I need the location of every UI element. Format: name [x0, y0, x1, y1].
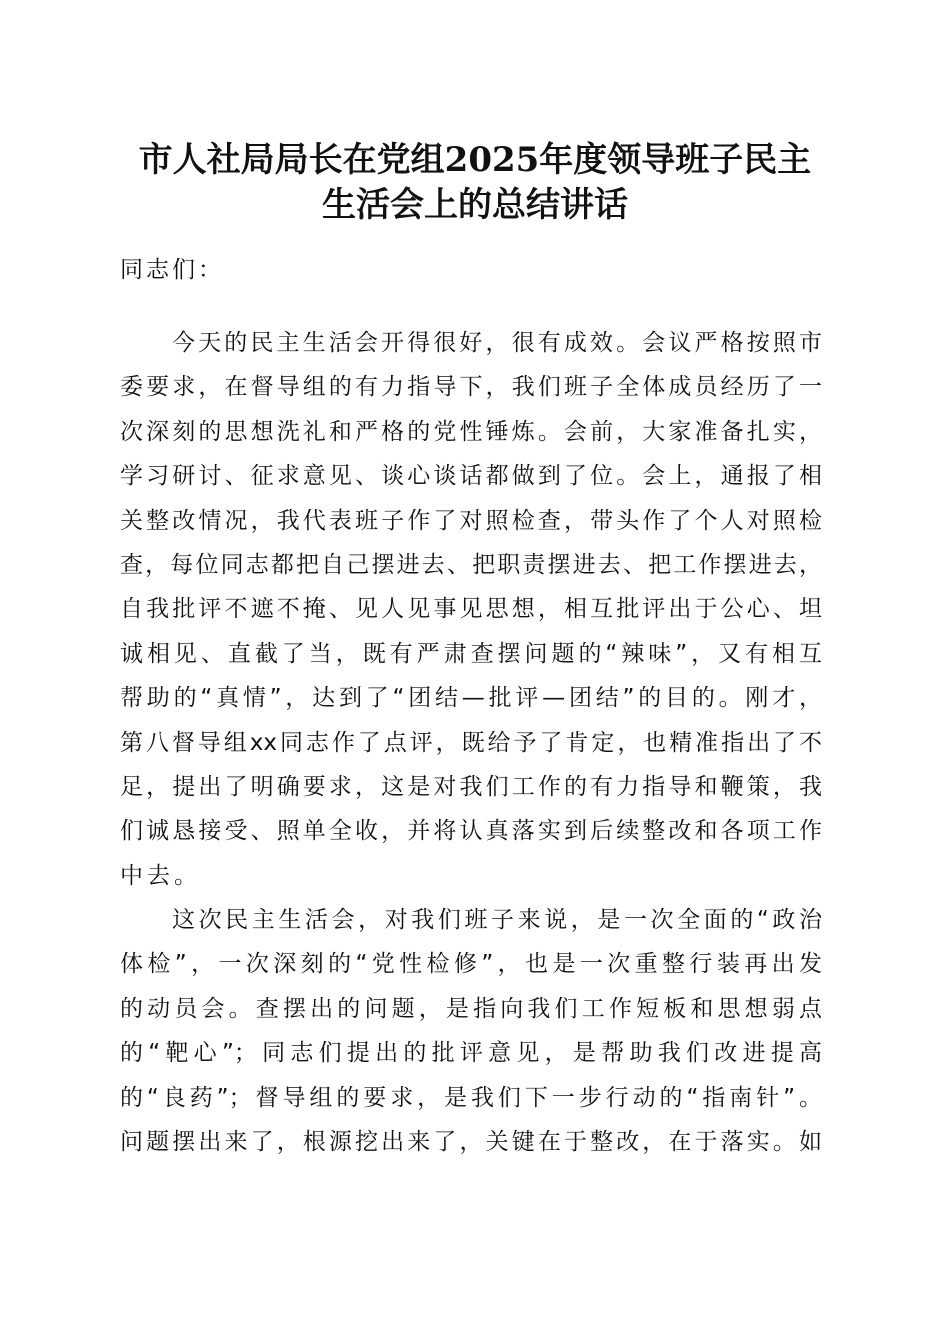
paragraph-line: 们诚恳接受、照单全收，并将认真落实到后续整改和各项工作: [120, 818, 822, 845]
paragraph-line: 诚相见、直截了当，既有严肃查摆问题的“辣味”，又有相互: [120, 640, 822, 667]
paragraph: [120, 898, 822, 1164]
paragraph: [120, 321, 822, 898]
paragraph-line: 次深刻的思想洗礼和严格的党性锤炼。会前，大家准备扎实，: [120, 418, 822, 445]
paragraph-line: 的动员会。查摆出的问题，是指向我们工作短板和思想弱点: [120, 995, 822, 1022]
paragraph-line: 问题摆出来了，根源挖出来了，关键在于整改，在于落实。如: [120, 1129, 822, 1156]
paragraph-line: 的“靶心”；同志们提出的批评意见，是帮助我们改进提高: [120, 1040, 822, 1067]
paragraph-line: 关整改情况，我代表班子作了对照检查，带头作了个人对照检: [120, 507, 822, 534]
paragraph-line: 查，每位同志都把自己摆进去、把职责摆进去、把工作摆进去，: [120, 551, 822, 578]
title-line: 生活会上的总结讲话: [322, 185, 628, 225]
title-line: 市人社局局长在党组2025年度领导班子民主: [138, 140, 812, 180]
paragraph-line: 这次民主生活会，对我们班子来说，是一次全面的“政治: [172, 907, 822, 934]
paragraph-line: 中去。: [120, 862, 201, 889]
paragraph-line: 学习研讨、征求意见、谈心谈话都做到了位。会上，通报了相: [120, 463, 822, 490]
paragraph-line: 足，提出了明确要求，这是对我们工作的有力指导和鞭策，我: [120, 773, 822, 800]
salutation: 同志们：: [120, 257, 224, 283]
paragraph-line: 的“良药”；督导组的要求，是我们下一步行动的“指南针”。: [120, 1084, 822, 1111]
paragraph-line: 今天的民主生活会开得很好，很有成效。会议严格按照市: [172, 330, 822, 356]
paragraph-line: 自我批评不遮不掩、见人见事见思想，相互批评出于公心、坦: [120, 596, 822, 623]
document-body: [120, 321, 822, 1164]
document-title: [0, 138, 950, 228]
paragraph-line: 体检”，一次深刻的“党性检修”，也是一次重整行装再出发: [120, 951, 822, 978]
paragraph-line: 第八督导组xx同志作了点评，既给予了肯定，也精准指出了不: [120, 729, 822, 756]
paragraph-line: 帮助的“真情”，达到了“团结—批评—团结”的目的。刚才，: [120, 685, 822, 712]
paragraph-line: 委要求，在督导组的有力指导下，我们班子全体成员经历了一: [120, 374, 822, 401]
